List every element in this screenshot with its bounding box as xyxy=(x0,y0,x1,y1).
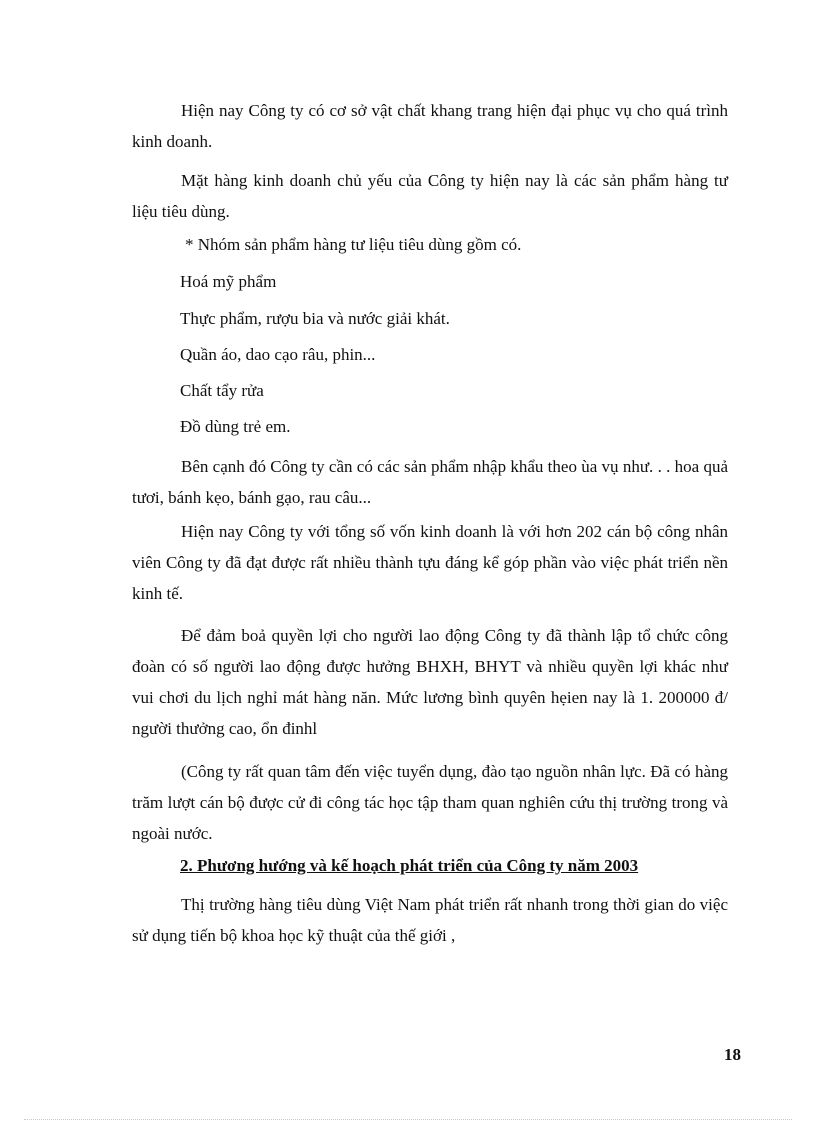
paragraph-staff-achievements: Hiện nay Công ty với tổng số vốn kinh doanh là với hơn 202 cán bộ công nhân viên Công ty đã đạt được rất nhiều thành tựu đáng kể góp phần vào việc phát triển nền kinh tế. xyxy=(132,522,728,603)
list-item-children-items: Đồ dùng trẻ em. xyxy=(180,417,291,436)
product-group-heading: * Nhóm sản phẩm hàng tư liệu tiêu dùng gồm có. xyxy=(185,235,522,254)
paragraph-consumer-market: Thị trường hàng tiêu dùng Việt Nam phát triển rất nhanh trong thời gian do việc sử dụng tiến bộ khoa học kỹ thuật của thế giới , xyxy=(132,895,728,945)
paragraph-training: (Công ty rất quan tâm đến việc tuyển dụng, đào tạo nguồn nhân lực. Đã có hàng trăm lượt cán bộ được cử đi công tác học tập tham quan nghiên cứu thị trường trong và ngoài nước. xyxy=(132,762,728,843)
paragraph-facilities: Hiện nay Công ty có cơ sở vật chất khang trang hiện đại phục vụ cho quá trình kinh doanh. xyxy=(132,101,728,151)
list-item-cosmetics: Hoá mỹ phẩm xyxy=(180,272,277,291)
paragraph-imports: Bên cạnh đó Công ty cần có các sản phẩm nhập khẩu theo ùa vụ như. . . hoa quả tươi, bánh kẹo, bánh gạo, rau câu... xyxy=(132,457,728,507)
section-heading: 2. Phương hướng và kế hoạch phát triển của Công ty năm 2003 xyxy=(180,856,639,875)
list-item-food-drinks: Thực phẩm, rượu bia và nước giải khát. xyxy=(180,309,450,328)
list-item-clothing: Quần áo, dao cạo râu, phin... xyxy=(180,345,376,364)
paragraph-main-products: Mặt hàng kinh doanh chủ yếu của Công ty hiện nay là các sản phẩm hàng tư liệu tiêu dùng. xyxy=(132,171,728,221)
paragraph-employee-benefits: Để đảm boả quyền lợi cho người lao động Công ty đã thành lập tổ chức công đoàn có số người lao động được hưởng BHXH, BHYT và nhiều quyền lợi khác như vui chơi du lịch nghỉ mát hàng năn. Mức lương bình quyên hẹien nay là 1. 200000 đ/ người thưởng cao, ổn đinhl xyxy=(132,626,728,738)
page-bottom-divider xyxy=(24,1119,792,1120)
list-item-detergents: Chất tẩy rửa xyxy=(180,381,264,400)
page-number: 18 xyxy=(724,1045,741,1064)
